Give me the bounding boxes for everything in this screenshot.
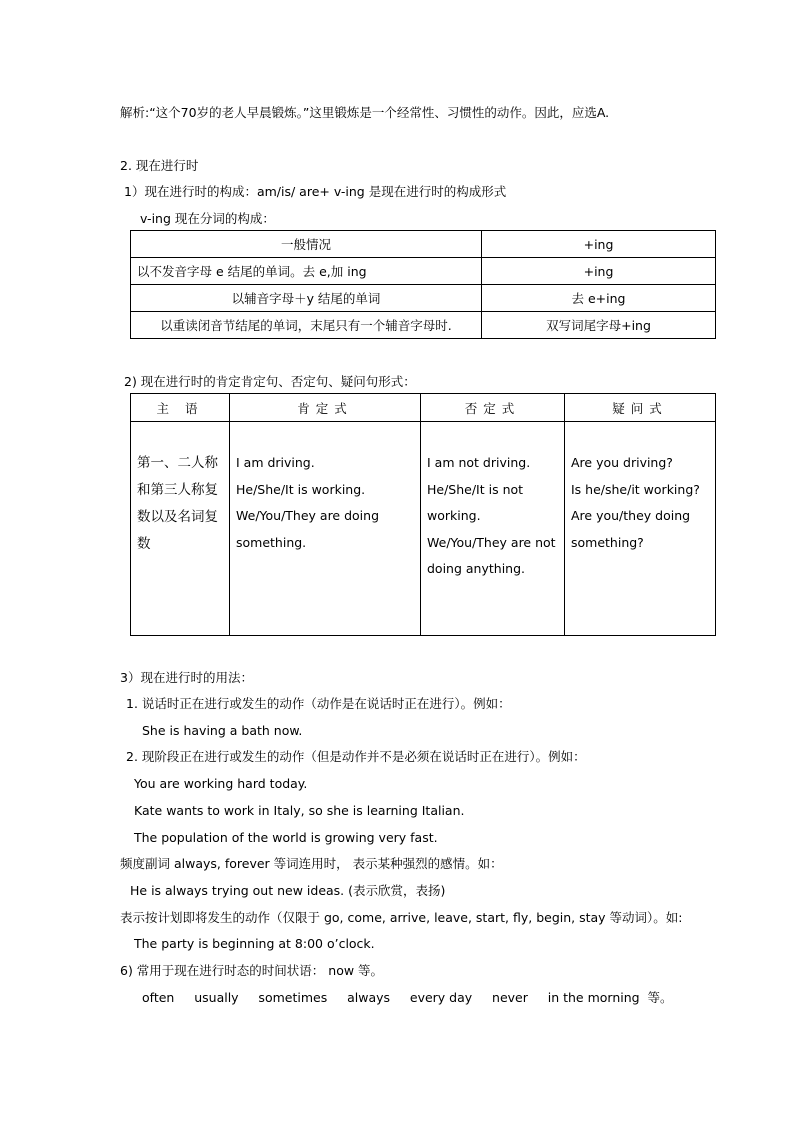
table-cell: 以不发音字母 e 结尾的单词。去 e,加 ing [131, 258, 482, 285]
intro-paragraph: 解析:“这个70岁的老人早晨锻炼。”这里锻炼是一个经常性、习惯性的动作。因此，应选A. [120, 105, 610, 120]
cell-line: We/You/They are doing [236, 508, 380, 524]
sentence-forms-table [130, 393, 716, 636]
sub1-title: 1）现在进行时的构成：am/is/ are+ v-ing 是现在进行时的构成形式 [124, 184, 507, 199]
cell-line: something? [571, 534, 644, 550]
table-cell: 以重读闭音节结尾的单词，末尾只有一个辅音字母时. [131, 312, 482, 339]
cell-line: He/She/It is not [427, 481, 524, 497]
header-affirmative: 肯定式 [230, 394, 421, 422]
cell-line: 第一、二人称 [137, 455, 218, 471]
cell-line: I am not driving. [427, 455, 531, 470]
table-row [131, 231, 716, 258]
planned-example: The party is beginning at 8:00 o’clock. [134, 936, 375, 951]
cell-line: Is he/she/it working? [571, 481, 700, 497]
adverb-list: often usually sometimes always every day never in the morning 等。 [142, 990, 673, 1005]
table-cell: +ing [482, 258, 716, 285]
usage-1-example: She is having a bath now. [142, 723, 303, 738]
negative-cell [421, 422, 565, 636]
cell-line: Are you/they doing [571, 508, 691, 524]
header-negative: 否定式 [421, 394, 565, 422]
table-row [131, 285, 716, 312]
cell-line: I am driving. [236, 455, 315, 470]
header-subject: 主 语 [131, 394, 230, 422]
table-cell: 一般情况 [131, 231, 482, 258]
usage-1: 1. 说话时正在进行或发生的动作（动作是在说话时正在进行）。例如： [126, 696, 511, 711]
table-row [131, 422, 716, 636]
sub1-note: v-ing 现在分词的构成： [140, 211, 275, 226]
table-cell: 双写词尾字母+ing [482, 312, 716, 339]
table-cell: +ing [482, 231, 716, 258]
cell-line: He/She/It is working. [236, 481, 366, 497]
usage-2-example-1: You are working hard today. [134, 776, 308, 791]
cell-line: 数以及名词复 [137, 509, 218, 525]
ving-formation-table [130, 230, 716, 339]
cell-line: 数 [137, 536, 151, 552]
cell-line: We/You/They are not [427, 534, 556, 550]
table-cell: 以辅音字母＋y 结尾的单词 [131, 285, 482, 312]
cell-line: working. [427, 508, 481, 524]
question-cell [565, 422, 716, 636]
table-cell: 去 e+ing [482, 285, 716, 312]
table-row [131, 258, 716, 285]
section-title: 2. 现在进行时 [120, 158, 199, 173]
cell-line: something. [236, 534, 307, 550]
usage-2-example-3: The population of the world is growing very fast. [134, 830, 438, 845]
table-header-row [131, 394, 716, 422]
usage-2: 2. 现阶段正在进行或发生的动作（但是动作并不是必须在说话时正在进行）。例如： [126, 749, 586, 764]
sub3-title: 3）现在进行时的用法： [120, 670, 253, 685]
time-adverbials: 6) 常用于现在进行时态的时间状语： now 等。 [120, 963, 384, 978]
usage-2-example-2: Kate wants to work in Italy, so she is learning Italian. [134, 803, 465, 818]
header-question: 疑问式 [565, 394, 716, 422]
planned-actions: 表示按计划即将发生的动作（仅限于 go, come, arrive, leave, start, fly, begin, stay 等动词）。如: [120, 910, 683, 925]
cell-line: Are you driving? [571, 455, 673, 470]
frequency-example: He is always trying out new ideas. (表示欣赏，表扬) [130, 883, 446, 898]
table-row [131, 312, 716, 339]
sub2-title: 2) 现在进行时的肯定肯定句、否定句、疑问句形式： [124, 374, 416, 389]
affirmative-cell [230, 422, 421, 636]
frequency-adverbs: 频度副词 always, forever 等词连用时， 表示某种强烈的感情。如： [120, 856, 503, 871]
cell-line: 和第三人称复 [137, 482, 218, 498]
subject-cell [131, 422, 230, 636]
cell-line: doing anything. [427, 561, 525, 577]
